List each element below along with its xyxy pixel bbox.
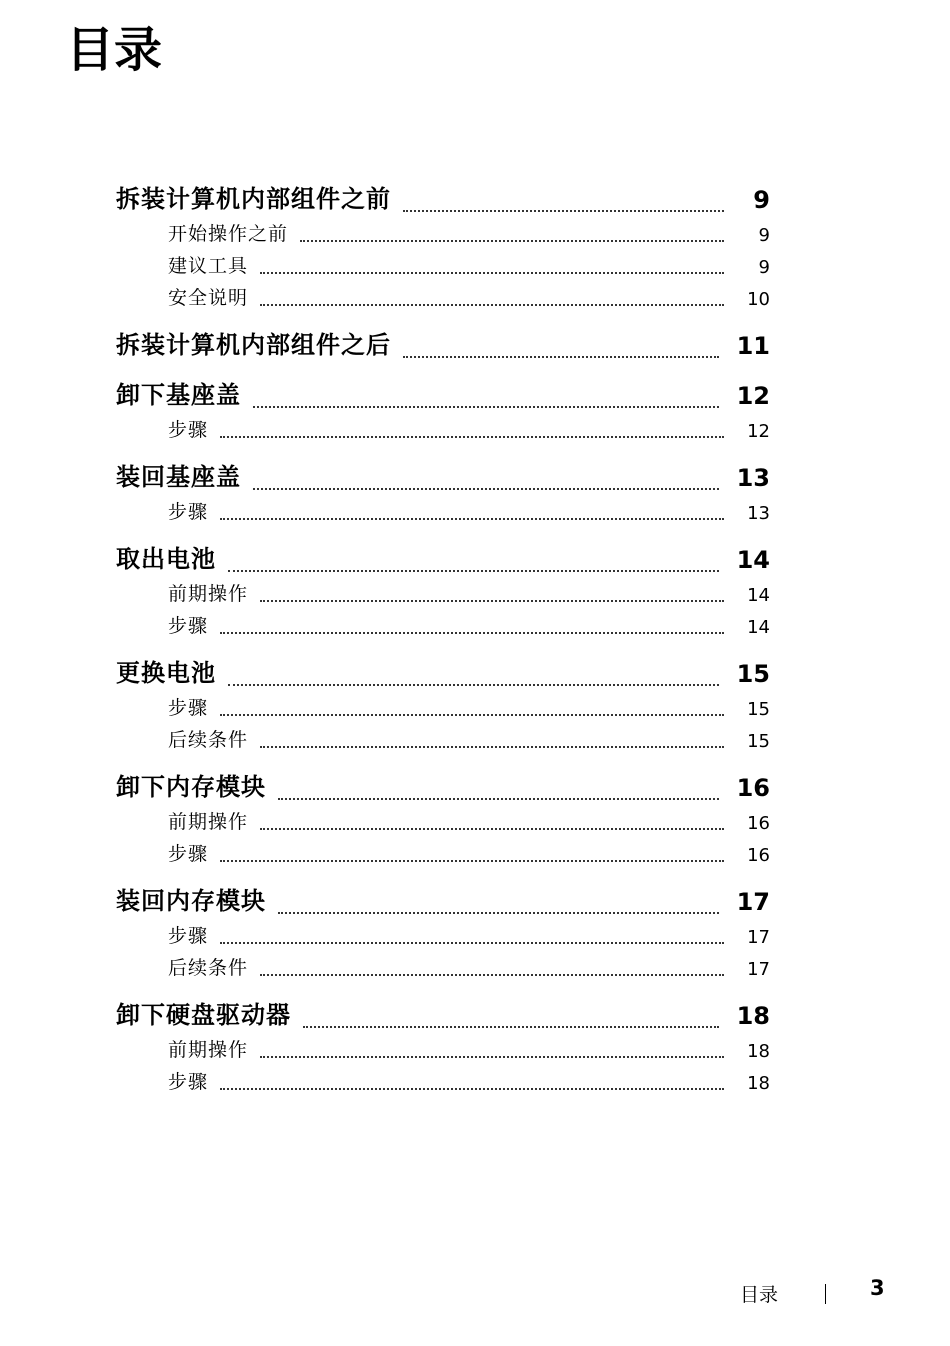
dot-leader	[300, 240, 724, 242]
toc-section-entry[interactable]	[116, 948, 770, 980]
toc-entry-page-number: 17	[747, 927, 770, 948]
dot-leader	[253, 406, 719, 408]
toc-section-entry[interactable]	[116, 720, 770, 752]
toc-entry-title: 建议工具	[168, 255, 249, 277]
dot-leader	[220, 436, 724, 438]
toc-entry-title: 后续条件	[168, 729, 249, 751]
footer-separator	[825, 1284, 826, 1304]
toc-entry-title: 后续条件	[168, 957, 249, 979]
toc-entry-page-number: 15	[747, 731, 770, 752]
toc-entry-page-number: 17	[736, 888, 770, 916]
toc-entry-page-number: 13	[736, 464, 770, 492]
dot-leader	[220, 714, 724, 716]
toc-entry-title: 装回基座盖	[116, 463, 241, 491]
dot-leader	[260, 600, 724, 602]
dot-leader	[278, 798, 719, 800]
toc-entry-title: 前期操作	[168, 583, 249, 605]
toc-entry-page-number: 14	[747, 585, 770, 606]
toc-entry-page-number: 16	[747, 813, 770, 834]
toc-entry-page-number: 9	[758, 257, 770, 278]
toc-entry-page-number: 18	[736, 1002, 770, 1030]
toc-entry-page-number: 11	[736, 332, 770, 360]
dot-leader	[260, 828, 724, 830]
toc-entry-title: 前期操作	[168, 811, 249, 833]
toc-section-entry[interactable]	[116, 214, 770, 246]
toc-chapter-entry[interactable]	[116, 320, 770, 360]
toc-entry-title: 更换电池	[116, 659, 216, 687]
toc-chapter-entry[interactable]	[116, 648, 770, 688]
toc-chapter-entry[interactable]	[116, 452, 770, 492]
dot-leader	[260, 974, 724, 976]
footer-page-number: 3	[870, 1276, 885, 1300]
toc-section-entry[interactable]	[116, 606, 770, 638]
dot-leader	[260, 1056, 724, 1058]
toc-section-entry[interactable]	[116, 802, 770, 834]
toc-entry-title: 前期操作	[168, 1039, 249, 1061]
toc-section-entry[interactable]	[116, 834, 770, 866]
dot-leader	[260, 746, 724, 748]
footer-section-label: 目录	[740, 1284, 779, 1306]
dot-leader	[260, 272, 724, 274]
toc-entry-title: 步骤	[168, 1071, 209, 1093]
toc-entry-page-number: 9	[758, 225, 770, 246]
toc-entry-title: 步骤	[168, 697, 209, 719]
toc-entry-title: 装回内存模块	[116, 887, 266, 915]
toc-chapter-entry[interactable]	[116, 762, 770, 802]
toc-section-entry[interactable]	[116, 246, 770, 278]
toc-entry-page-number: 16	[736, 774, 770, 802]
dot-leader	[253, 488, 719, 490]
toc-entry-page-number: 10	[747, 289, 770, 310]
dot-leader	[220, 860, 724, 862]
dot-leader	[303, 1026, 719, 1028]
dot-leader	[228, 684, 719, 686]
toc-entry-title: 卸下基座盖	[116, 381, 241, 409]
toc-section-entry[interactable]	[116, 410, 770, 442]
toc-entry-title: 卸下硬盘驱动器	[116, 1001, 291, 1029]
dot-leader	[220, 518, 724, 520]
dot-leader	[403, 356, 719, 358]
toc-chapter-entry[interactable]	[116, 990, 770, 1030]
page-title: 目录	[66, 22, 163, 78]
toc-entry-title: 拆装计算机内部组件之后	[116, 331, 391, 359]
toc-entry-page-number: 14	[736, 546, 770, 574]
dot-leader	[220, 632, 724, 634]
toc-entry-title: 安全说明	[168, 287, 249, 309]
toc-entry-page-number: 12	[736, 382, 770, 410]
toc-entry-title: 卸下内存模块	[116, 773, 266, 801]
page-footer	[740, 1276, 890, 1308]
toc-entry-page-number: 14	[747, 617, 770, 638]
toc-section-entry[interactable]	[116, 574, 770, 606]
dot-leader	[260, 304, 724, 306]
toc-section-entry[interactable]	[116, 916, 770, 948]
dot-leader	[278, 912, 719, 914]
toc-section-entry[interactable]	[116, 1030, 770, 1062]
toc-entry-page-number: 9	[753, 186, 770, 214]
toc-section-entry[interactable]	[116, 492, 770, 524]
toc-entry-page-number: 18	[747, 1073, 770, 1094]
toc-entry-page-number: 13	[747, 503, 770, 524]
toc-entry-title: 步骤	[168, 501, 209, 523]
table-of-contents	[116, 174, 770, 1094]
dot-leader	[403, 210, 724, 212]
toc-chapter-entry[interactable]	[116, 370, 770, 410]
toc-entry-title: 步骤	[168, 843, 209, 865]
toc-entry-page-number: 18	[747, 1041, 770, 1062]
toc-entry-title: 步骤	[168, 419, 209, 441]
toc-chapter-entry[interactable]	[116, 174, 770, 214]
toc-entry-title: 开始操作之前	[168, 223, 289, 245]
dot-leader	[220, 942, 724, 944]
toc-section-entry[interactable]	[116, 278, 770, 310]
toc-entry-title: 步骤	[168, 615, 209, 637]
toc-entry-page-number: 15	[736, 660, 770, 688]
dot-leader	[220, 1088, 724, 1090]
toc-entry-page-number: 17	[747, 959, 770, 980]
toc-entry-page-number: 15	[747, 699, 770, 720]
toc-entry-title: 取出电池	[116, 545, 216, 573]
toc-entry-page-number: 16	[747, 845, 770, 866]
toc-entry-title: 拆装计算机内部组件之前	[116, 185, 391, 213]
dot-leader	[228, 570, 719, 572]
toc-chapter-entry[interactable]	[116, 534, 770, 574]
toc-section-entry[interactable]	[116, 688, 770, 720]
toc-chapter-entry[interactable]	[116, 876, 770, 916]
toc-entry-page-number: 12	[747, 421, 770, 442]
toc-entry-title: 步骤	[168, 925, 209, 947]
toc-section-entry[interactable]	[116, 1062, 770, 1094]
